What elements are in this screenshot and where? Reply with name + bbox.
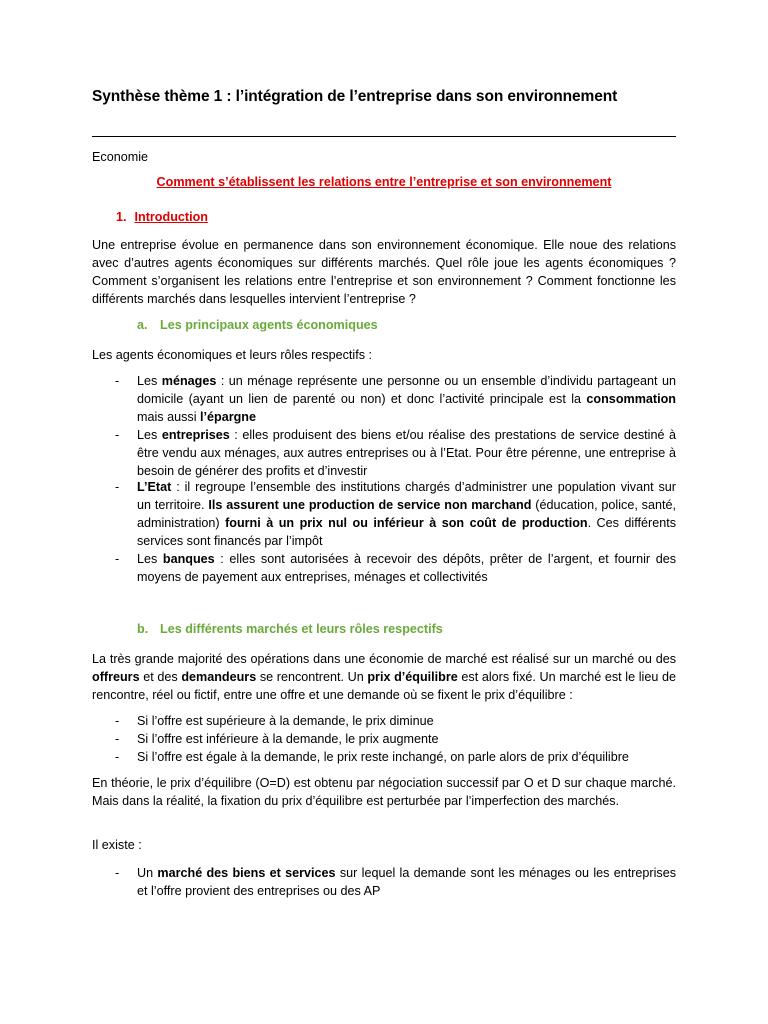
section-label: Economie: [92, 150, 149, 164]
bullet-dash: -: [115, 428, 120, 442]
heading-label: Les différents marchés et leurs rôles respectifs: [160, 622, 443, 636]
intro-paragraph: Une entreprise évolue en permanence dans son environnement économique. Elle noue des relations avec d’autres agents économiques sur différents marchés. Quel rôle joue les agents économiques ? Comment s’organisent les relations entre l’entreprise et son environnement ? Comment fonctionne les différents marchés dans lesquelles intervient l’entreprise ?: [92, 238, 676, 306]
list-item-entreprises: Les entreprises : elles produisent des biens et/ou réalise des prestations de service destiné à être vendu aux ménages, aux autres entreprises ou à l’Etat. Pour être pérenne, une entreprise à besoin de générer des profits et d’investir: [137, 428, 677, 478]
bullet-dash: -: [115, 714, 120, 728]
heading-agents: [137, 318, 378, 332]
list-item-banques: Les banques : elles sont autorisées à recevoir des dépôts, prêter de l’argent, et fournir des moyens de payement aux entreprises, ménages et collectivités: [137, 552, 676, 584]
bullet-dash: -: [115, 866, 120, 880]
price-rule: Si l’offre est inférieure à la demande, le prix augmente: [137, 732, 439, 746]
agents-lead: Les agents économiques et leurs rôles respectifs :: [92, 348, 373, 362]
list-item-menages: Les ménages : un ménage représente une personne ou un ensemble d’individu partageant un domicile (ayant un lien de parenté ou non) et donc l’activité principale est la consommation mais aussi l’épargne: [137, 374, 676, 424]
bullet-dash: -: [115, 750, 120, 764]
heading-introduction: [116, 210, 208, 224]
chapter-subtitle: Comment s’établissent les relations entre l’entreprise et son environnement: [156, 175, 612, 189]
bullet-dash: -: [115, 480, 120, 494]
heading-number: b.: [137, 622, 149, 636]
bullet-dash: -: [115, 552, 120, 566]
heading-markets: [137, 622, 443, 636]
theory-paragraph: En théorie, le prix d’équilibre (O=D) est obtenu par négociation successif par O et D sur chaque marché. Mais dans la réalité, la fixation du prix d’équilibre est perturbée par l’imperfection des marchés.: [92, 776, 676, 808]
document-title: Synthèse thème 1 : l’intégration de l’entreprise dans son environnement: [92, 88, 618, 105]
list-item-etat: L’Etat : il regroupe l’ensemble des institutions chargés d’administrer une population vivant sur un territoire. Ils assurent une production de service non marchand (éducation, police, santé, administration) fourni à un prix nul ou inférieur à son coût de production. Ces différents services sont financés par l’impôt: [137, 480, 677, 548]
title-divider: [92, 136, 676, 137]
price-rule: Si l’offre est supérieure à la demande, le prix diminue: [137, 714, 434, 728]
heading-label: Les principaux agents économiques: [160, 318, 378, 332]
bullet-dash: -: [115, 374, 120, 388]
markets-paragraph: La très grande majorité des opérations dans une économie de marché est réalisé sur un marché ou des offreurs et des demandeurs se rencontrent. Un prix d’équilibre est alors fixé. Un marché est le lieu de rencontre, réel ou fictif, entre une offre et une demande où se fixent le prix d’équilibre :: [92, 652, 676, 702]
heading-number: a.: [137, 318, 148, 332]
price-rule: Si l’offre est égale à la demande, le prix reste inchangé, on parle alors de prix d’équilibre: [137, 750, 629, 764]
heading-number: 1.: [116, 210, 127, 224]
exists-line: Il existe :: [92, 838, 142, 852]
list-item-market-goods: Un marché des biens et services sur lequel la demande sont les ménages ou les entreprises et l’offre provient des entreprises ou des AP: [137, 866, 677, 898]
heading-label: Introduction: [134, 210, 208, 224]
bullet-dash: -: [115, 732, 120, 746]
